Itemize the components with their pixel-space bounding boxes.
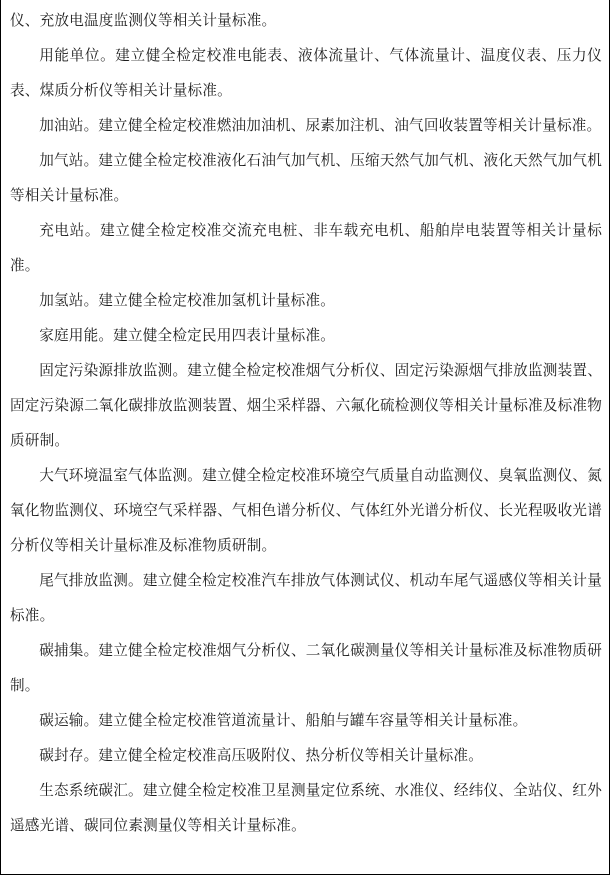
paragraph-carbon-transport: 碳运输。建立健全检定校准管道流量计、船舶与罐车容量等相关计量标准。 (39, 712, 528, 729)
paragraph-atmospheric-ghg-monitoring: 大气环境温室气体监测。建立健全检定校准环境空气质量自动监测仪、臭氧监测仪、氮氧化物监测仪、环境空气采样器、气相色谱分析仪、气体红外光谱分析仪、长光程吸收光谱分析仪等相关计量标准及标准物质研制。 (10, 467, 602, 554)
paragraph-ecosystem-carbon-sink: 生态系统碳汇。建立健全检定校准卫星测量定位系统、水准仪、经纬仪、全站仪、红外遥感光谱、碳同位素测量仪等相关计量标准。 (10, 782, 602, 834)
paragraph-hydrogen-station: 加氢站。建立健全检定校准加氢机计量标准。 (39, 292, 336, 309)
paragraph-carbon-capture: 碳捕集。建立健全检定校准烟气分析仪、二氧化碳测量仪等相关计量标准及标准物质研制。 (10, 642, 602, 694)
paragraph-continuation: 仪、充放电温度监测仪等相关计量标准。 (10, 12, 277, 29)
paragraph-exhaust-monitoring: 尾气排放监测。建立健全检定校准汽车排放气体测试仪、机动车尾气遥感仪等相关计量标准。 (10, 572, 602, 624)
paragraph-energy-users: 用能单位。建立健全检定校准电能表、液体流量计、气体流量计、温度仪表、压力仪表、煤质分析仪等相关计量标准。 (10, 47, 602, 99)
paragraph-gas-filling-station: 加气站。建立健全检定校准液化石油气加气机、压缩天然气加气机、液化天然气加气机等相关计量标准。 (10, 152, 602, 204)
paragraph-charging-station: 充电站。建立健全检定校准交流充电桩、非车载充电机、船舶岸电装置等相关计量标准。 (10, 222, 602, 274)
document-body (10, 3, 602, 843)
paragraph-gas-station: 加油站。建立健全检定校准燃油加油机、尿素加注机、油气回收装置等相关计量标准。 (39, 117, 602, 134)
paragraph-household-energy: 家庭用能。建立健全检定民用四表计量标准。 (39, 327, 336, 344)
paragraph-fixed-source-monitoring: 固定污染源排放监测。建立健全检定校准烟气分析仪、固定污染源烟气排放监测装置、固定污染源二氧化碳排放监测装置、烟尘采样器、六氟化硫检测仪等相关计量标准及标准物质研制。 (10, 362, 602, 449)
paragraph-carbon-storage: 碳封存。建立健全检定校准高压吸附仪、热分析仪等相关计量标准。 (39, 747, 484, 764)
